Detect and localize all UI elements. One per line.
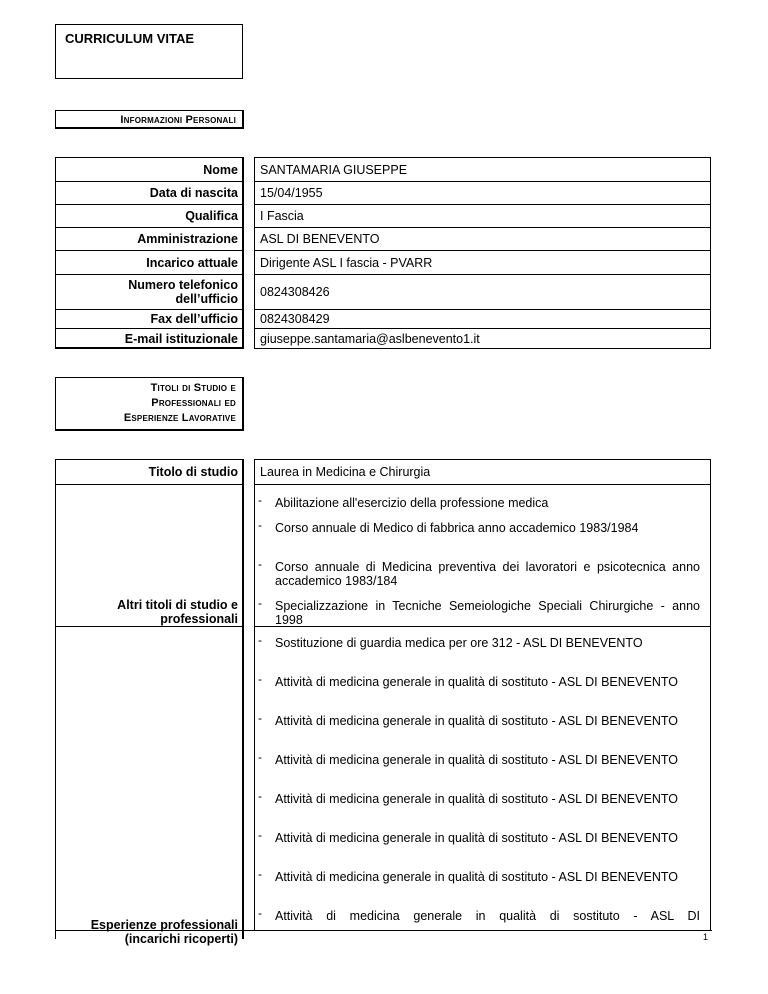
personal-values [254,157,711,349]
label-telefono: Numero telefonico dell’ufficio [56,274,242,309]
value-titolo-studio: Laurea in Medicina e Chirurgia [260,465,431,479]
titles-section-title-3: Esperienze Lavorative [123,412,236,424]
cv-title: CURRICULUM VITAE [65,31,195,46]
footer-rule [56,930,712,931]
personal-labels [55,157,244,349]
value-incarico: Dirigente ASL I fascia - PVARR [255,250,710,274]
label-esperienze: Esperienze professionali (incarichi ricoperti) [56,626,242,946]
label-fax: Fax dell’ufficio [56,309,242,328]
titles-section-title-1: Titoli di Studio e [150,382,236,394]
titles-section-title-2: Professionali ed [151,397,236,409]
titles-values [254,459,711,931]
label-titolo-studio: Titolo di studio [148,465,238,479]
personal-section-header [55,110,244,129]
cv-title-box [55,24,243,79]
label-data-nascita: Data di nascita [56,181,242,204]
value-amministrazione: ASL DI BENEVENTO [255,227,710,250]
titles-section-header [55,377,244,431]
value-email[interactable]: giuseppe.santamaria@aslbenevento1.it [255,328,710,349]
titles-labels [55,459,244,946]
label-altri-titoli: Altri titoli di studio e professionali [56,484,242,626]
label-incarico: Incarico attuale [56,250,242,274]
label-nome: Nome [203,162,238,177]
other-titles-list: - Abilitazione all'esercizio della professione medica - Corso annuale di Medico di fabbrica anno accademico 1983/1984 - Corso annuale di Medicina preventiva dei lavoratori e psicotecnica anno accademico 1983/184 - Specializzazione in Tecniche Semeiologiche Speciali Chirurgiche - anno 1998 [255,484,710,626]
value-nome: SANTAMARIA GIUSEPPE [260,162,408,177]
label-amministrazione: Amministrazione [56,227,242,250]
experience-list: - Sostituzione di guardia medica per ore 312 - ASL DI BENEVENTO - Attività di medicina generale in qualità di sostituto - ASL DI BENEVENTO - Attività di medicina generale in qualità di sostituto - ASL DI BENEVENTO - Attività di medicina generale in qualità di sostituto - ASL DI BENEVENTO - Attività di medicina generale in qualità di sostituto - ASL DI BENEVENTO - Attività di medicina generale in qualità di sostituto - ASL DI BENEVENTO - Attività di medicina generale in qualità di sostituto - ASL DI BENEVENTO - Attività di medicina generale in qualità di sostituto - ASL DI [255,626,710,946]
value-qualifica: I Fascia [255,204,710,227]
value-telefono: 0824308426 [255,274,710,309]
page-number: 1 [703,932,709,942]
label-qualifica: Qualifica [56,204,242,227]
value-fax: 0824308429 [255,309,710,328]
personal-section-title: Informazioni Personali [120,114,236,126]
label-email: E-mail istituzionale [56,328,242,349]
value-data-nascita: 15/04/1955 [255,181,710,204]
